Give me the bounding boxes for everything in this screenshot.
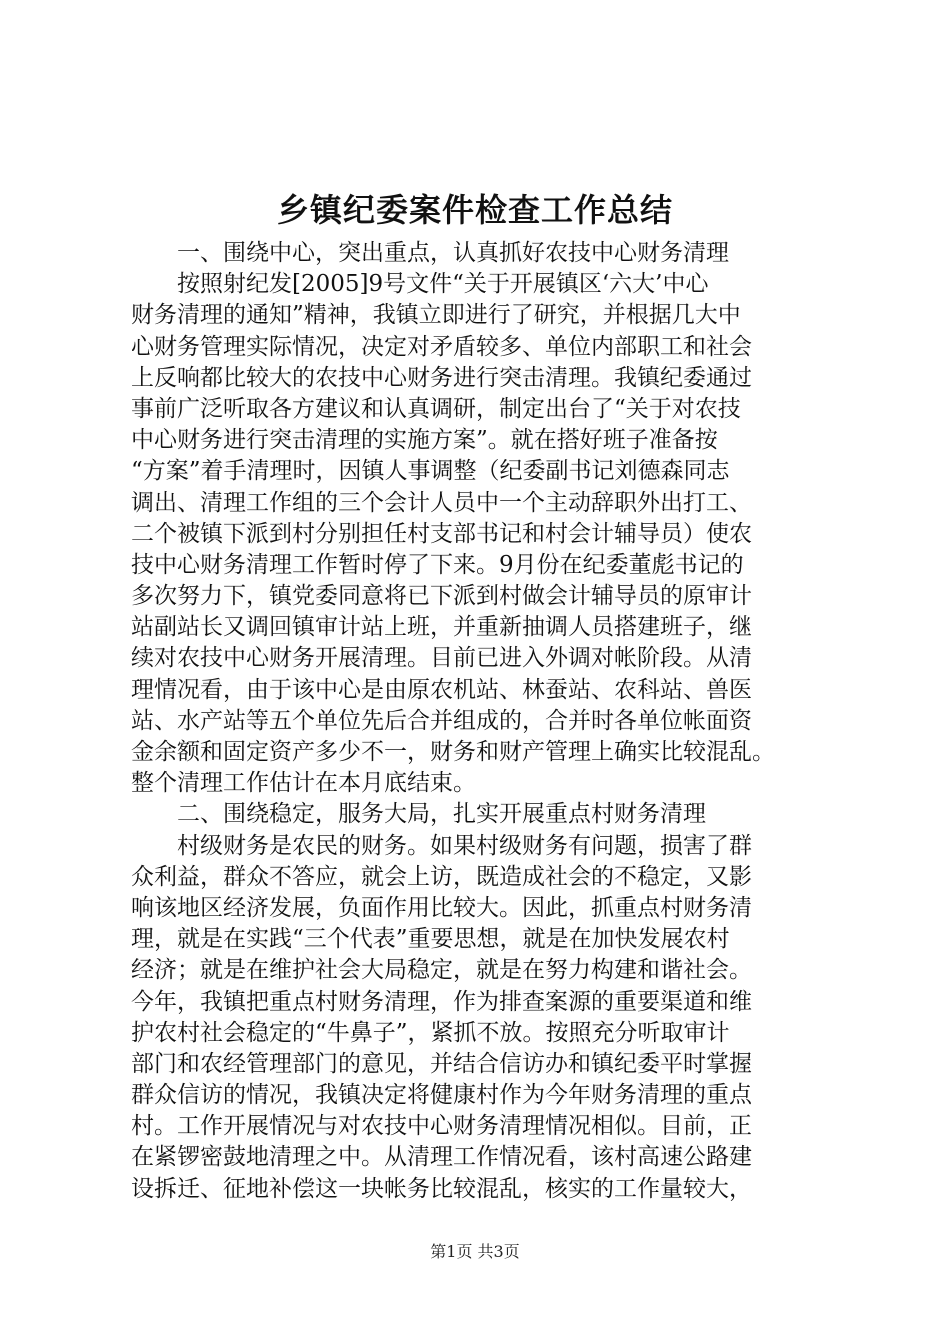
text-line: 经济；就是在维护社会大局稳定，就是在努力构建和谐社会。	[131, 957, 752, 984]
text-line: 多次努力下，镇党委同意将已下派到村做会计辅导员的原审计	[131, 583, 752, 610]
document-body	[131, 238, 855, 1205]
text-line: 心财务管理实际情况，决定对矛盾较多、单位内部职工和社会	[131, 333, 752, 360]
text-line: 调出、清理工作组的三个会计人员中一个主动辞职外出打工、	[131, 489, 752, 516]
document-title: 乡镇纪委案件检查工作总结	[276, 191, 673, 229]
text-line: 站副站长又调回镇审计站上班，并重新抽调人员搭建班子，继	[131, 614, 752, 641]
text-line: 群众信访的情况，我镇决定将健康村作为今年财务清理的重点	[131, 1082, 752, 1109]
text-line: 村级财务是农民的财务。如果村级财务有问题，损害了群	[177, 832, 752, 859]
text-line: 今年，我镇把重点村财务清理，作为排查案源的重要渠道和维	[131, 988, 752, 1015]
text-line: 上反响都比较大的农技中心财务进行突击清理。我镇纪委通过	[131, 364, 752, 391]
text-line: 村。工作开展情况与对农技中心财务清理情况相似。目前，正	[131, 1113, 752, 1140]
text-line: 二、围绕稳定，服务大局，扎实开展重点村财务清理	[177, 801, 706, 828]
text-line: 按照射纪发[2005]9号文件“关于开展镇区‘六大’中心	[177, 271, 709, 298]
text-line: 技中心财务清理工作暂时停了下来。9月份在纪委董彪书记的	[131, 551, 744, 578]
text-line: 二个被镇下派到村分别担任村支部书记和村会计辅导员）使农	[131, 520, 752, 547]
text-line: 护农村社会稳定的“牛鼻子”，紧抓不放。按照充分听取审计	[131, 1019, 730, 1046]
text-line: 金余额和固定资产多少不一，财务和财产管理上确实比较混乱。	[131, 739, 775, 765]
text-line: 站、水产站等五个单位先后合并组成的，合并时各单位帐面资	[131, 707, 752, 734]
text-line: 理情况看，由于该中心是由原农机站、林蚕站、农科站、兽医	[131, 676, 752, 703]
text-line: 设拆迁、征地补偿这一块帐务比较混乱，核实的工作量较大，	[131, 1175, 752, 1202]
text-line: 续对农技中心财务开展清理。目前已进入外调对帐阶段。从清	[131, 645, 752, 672]
text-line: 事前广泛听取各方建议和认真调研，制定出台了“关于对农技	[131, 395, 741, 422]
text-line: 理，就是在实践“三个代表”重要思想，就是在加快发展农村	[131, 926, 730, 953]
page-footer: 第1页 共3页	[430, 1242, 520, 1261]
text-line: 一、围绕中心，突出重点，认真抓好农技中心财务清理	[177, 240, 729, 266]
text-line: 响该地区经济发展，负面作用比较大。因此，抓重点村财务清	[131, 894, 752, 921]
text-line: 部门和农经管理部门的意见，并结合信访办和镇纪委平时掌握	[131, 1050, 752, 1077]
text-line: 在紧锣密鼓地清理之中。从清理工作情况看，该村高速公路建	[131, 1144, 752, 1171]
text-line: 整个清理工作估计在本月底结束。	[131, 770, 476, 797]
text-line: “方案”着手清理时，因镇人事调整（纪委副书记刘德森同志	[131, 458, 730, 485]
text-line: 众利益，群众不答应，就会上访，既造成社会的不稳定，又影	[131, 863, 752, 890]
text-line: 中心财务进行突击清理的实施方案”。就在搭好班子准备按	[131, 427, 718, 454]
text-line: 财务清理的通知”精神，我镇立即进行了研究，并根据几大中	[131, 302, 741, 329]
